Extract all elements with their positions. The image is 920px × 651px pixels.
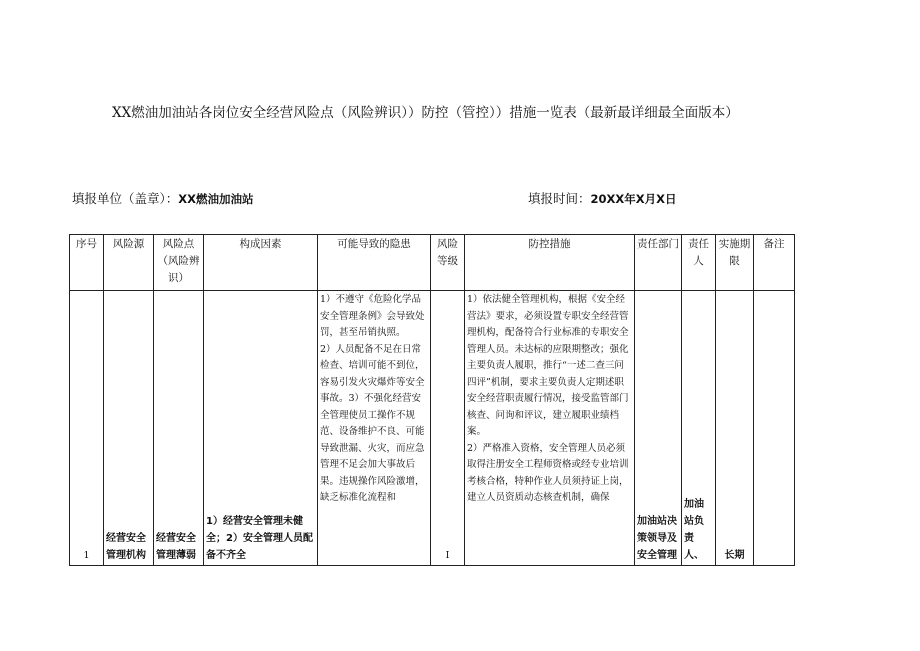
- cell-deadline: 长期: [716, 291, 754, 566]
- header-risk-point: 风险点（风险辨识）: [154, 235, 204, 291]
- header-deadline: 实施期限: [716, 235, 754, 291]
- cell-remark: [754, 291, 795, 566]
- fill-unit-value: XX燃油加油站: [178, 192, 254, 206]
- risk-table: [69, 234, 795, 566]
- cell-person: 加油站负责人、: [682, 291, 716, 566]
- fill-time-label: 填报时间：: [528, 191, 591, 206]
- table-header-row: [70, 235, 795, 291]
- cell-risk-source: 经营安全管理机构: [104, 291, 154, 566]
- fill-unit-label: 填报单位（盖章）：: [72, 191, 179, 206]
- header-risk-source: 风险源: [104, 235, 154, 291]
- cell-dept: 加油站决策领导及安全管理: [635, 291, 682, 566]
- header-person: 责任人: [682, 235, 716, 291]
- document-title: [72, 103, 812, 124]
- cell-measures: 1）依法健全管理机构，根据《安全经营法》要求，必须设置专职安全经营管理机构，配备符合行业标准的专职安全管理人员。未达标的应限期整改；强化主要负责人履职，推行“一述二查三问四评”机制，要求主要负责人定期述职安全经营职责履行情况，接受监管部门核查、问询和评议，建立履职业绩档案。 2）严格准入资格，安全管理人员必须取得注册安全工程师资格或经专业培训考核合格，特种作业人员须持证上岗，建立人员资质动态核查机制，确保: [465, 291, 635, 566]
- cell-hazards: 1）不遵守《危险化学品安全管理条例》会导致处罚，甚至吊销执照。 2）人员配备不足在日常检查、培训可能不到位，容易引发火灾爆炸等安全事故。3）不强化经营安全管理使员工操作不规范、设备维护不良、可能导致泄漏、火灾，而应急管理不足会加大事故后果。违规操作风险激增，缺乏标准化流程和: [318, 291, 431, 566]
- header-seq: 序号: [70, 235, 104, 291]
- fill-time-value: 20XX年X月X日: [590, 192, 677, 206]
- document-title-text: XX燃油加油站各岗位安全经营风险点（风险辨识））防控（管控））措施一览表（最新最详细最全面版本）: [112, 105, 739, 121]
- header-measures: 防控措施: [465, 235, 635, 291]
- header-factors: 构成因素: [204, 235, 318, 291]
- table-row: [70, 291, 795, 566]
- header-remark: 备注: [754, 235, 795, 291]
- header-hazards: 可能导致的隐患: [318, 235, 431, 291]
- fill-unit: [72, 189, 254, 207]
- fill-time: [528, 189, 677, 207]
- header-dept: 责任部门: [635, 235, 682, 291]
- cell-risk-point: 经营安全管理薄弱: [154, 291, 204, 566]
- cell-risk-level: I: [431, 291, 465, 566]
- cell-factors: 1）经营安全管理未健全；2）安全管理人员配备不齐全: [204, 291, 318, 566]
- cell-seq: 1: [70, 291, 104, 566]
- header-risk-level: 风险等级: [431, 235, 465, 291]
